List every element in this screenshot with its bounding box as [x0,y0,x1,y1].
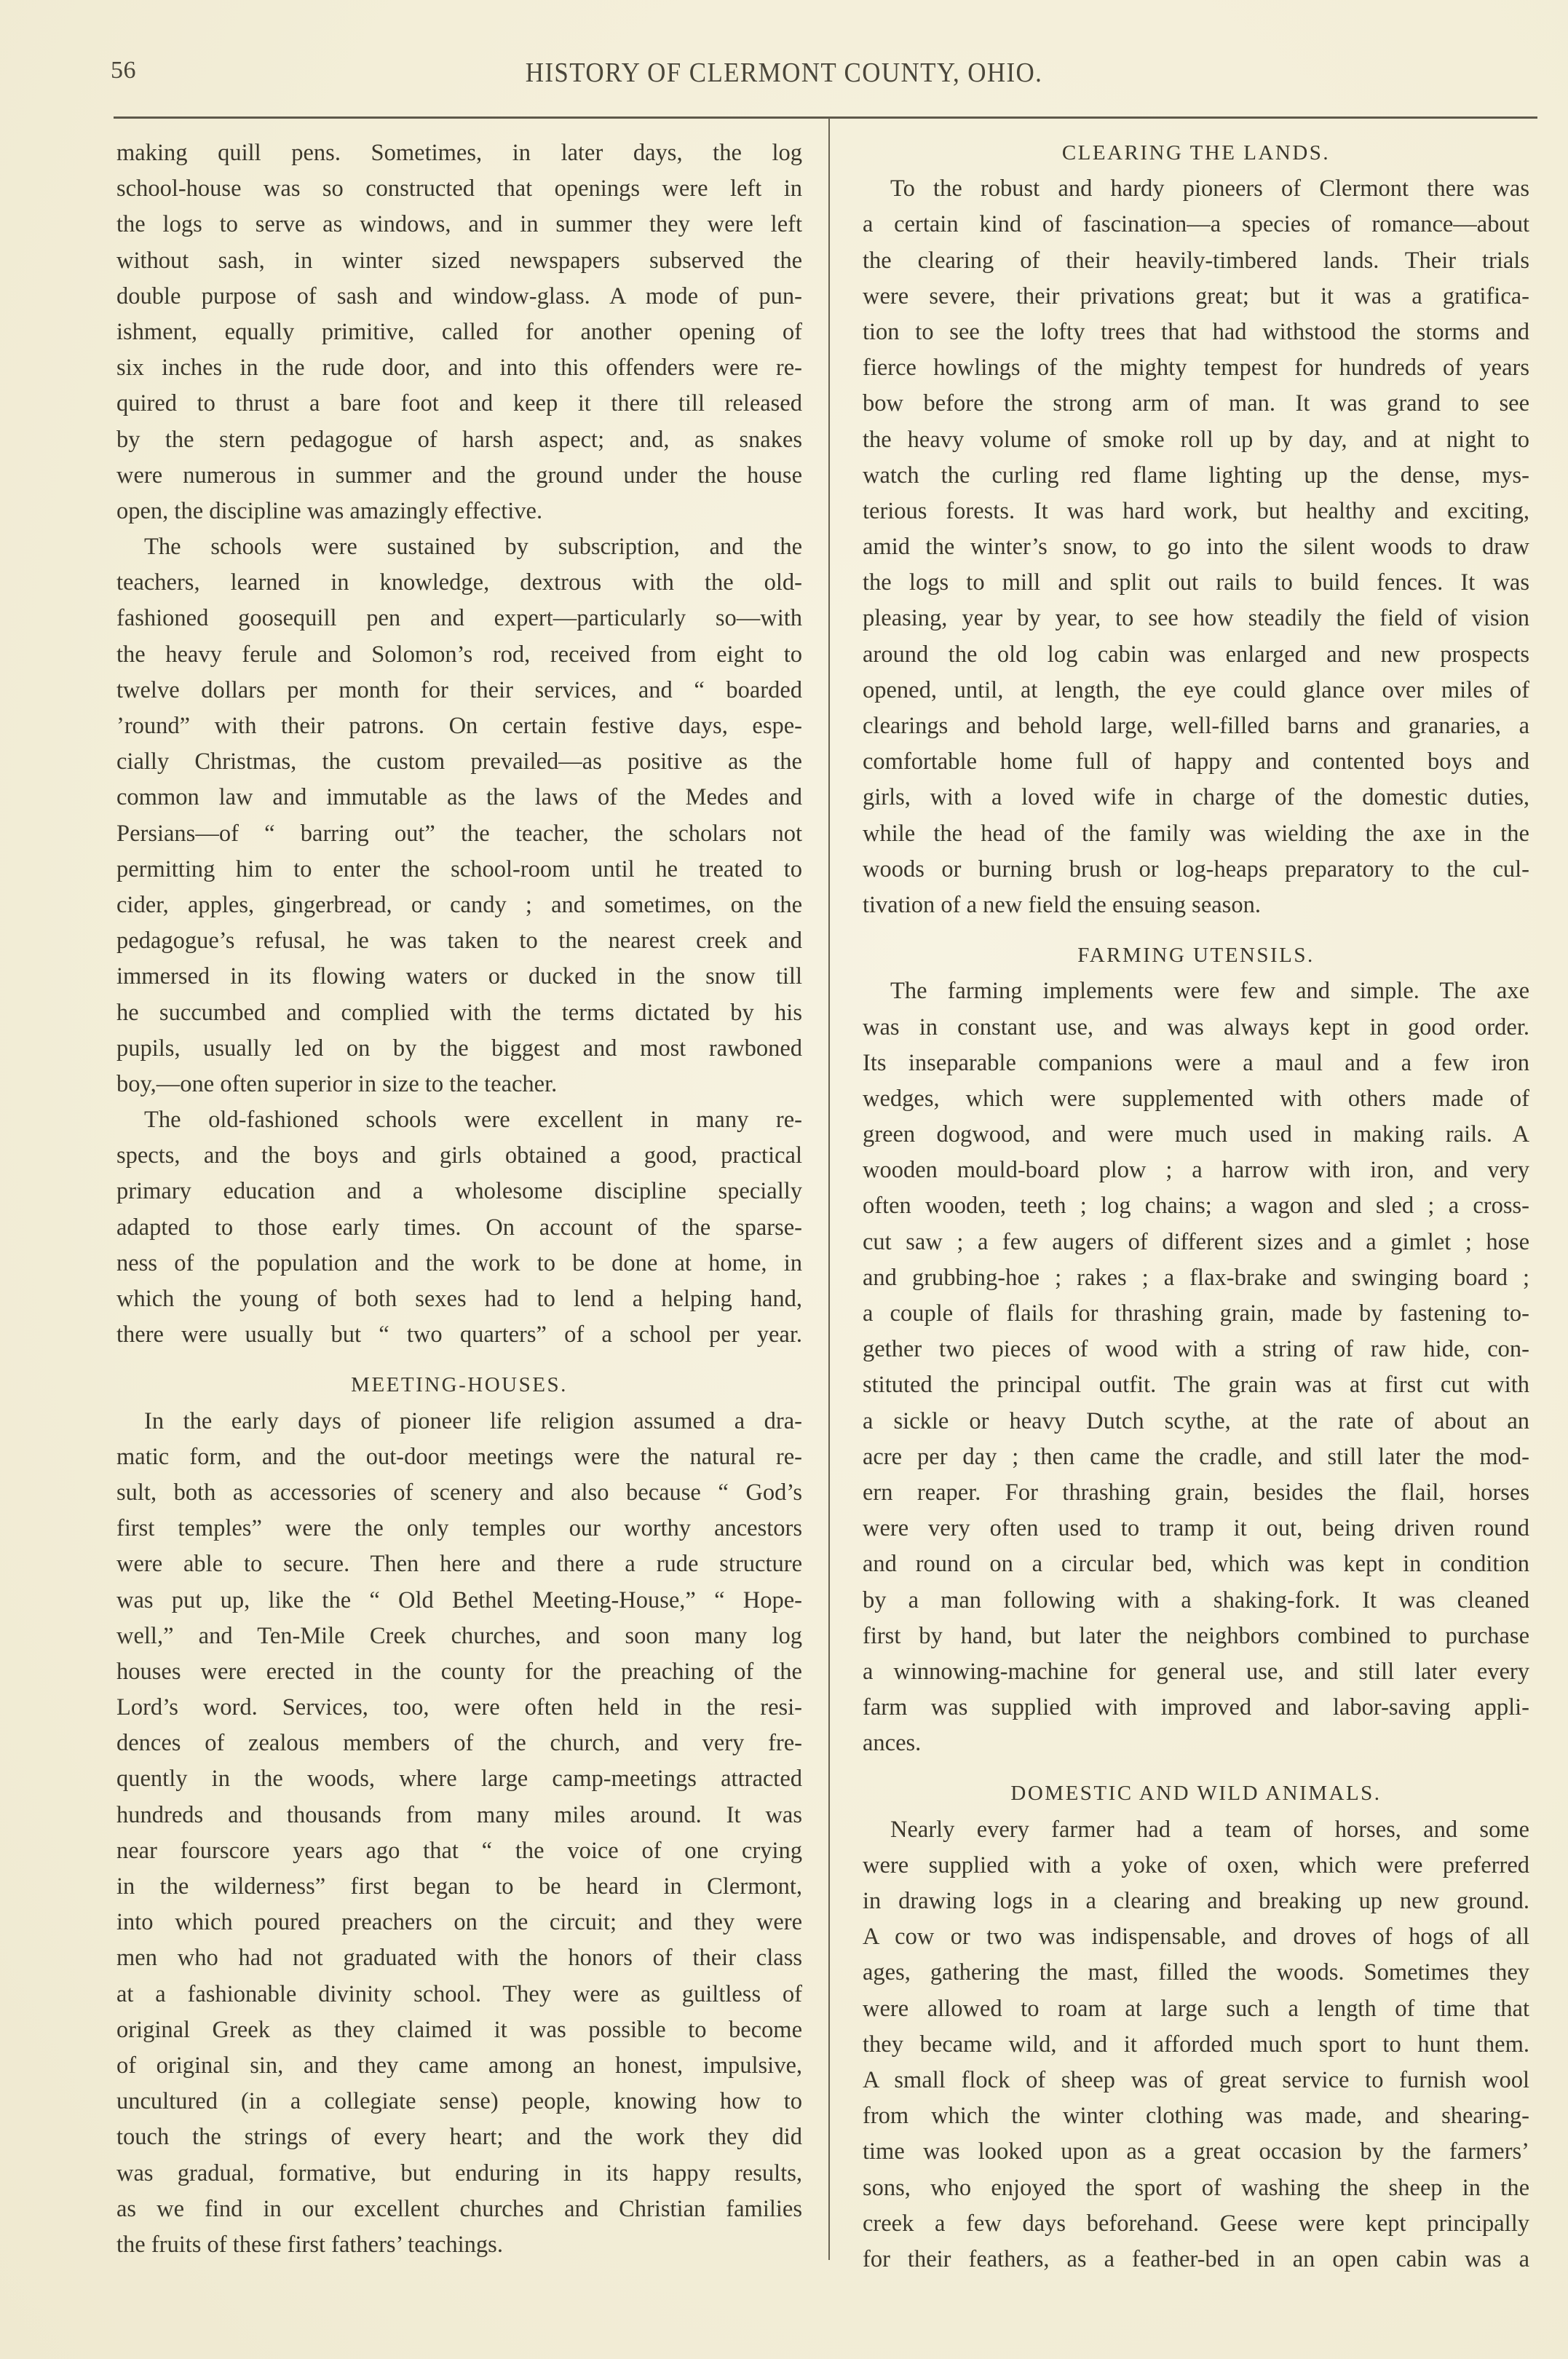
text-line: were supplied with a yoke of oxen, which were preferred [863,1852,1529,1878]
header-rule [114,116,1537,119]
text-line: the heavy ferule and Solomon’s rod, received from eight to [116,641,802,668]
page-number: 56 [111,57,136,84]
text-line: clearings and behold large, well-filled barns and granaries, a [863,713,1529,739]
text-line: ’round” with their patrons. On certain festive days, espe- [116,713,802,739]
text-line: near fourscore years ago that “ the voice of one crying [116,1837,802,1864]
text-line: acre per day ; then came the cradle, and still later the mod- [863,1443,1529,1470]
text-line: were very often used to tramp it out, being driven round [863,1515,1529,1542]
text-line: primary education and a wholesome discipline specially [116,1178,802,1205]
text-line: houses were erected in the county for the preaching of the [116,1658,802,1685]
right-column [863,135,1529,2277]
text-line: adapted to those early times. On account of the sparse- [116,1214,802,1241]
paragraph-first-line: Nearly every farmer had a team of horses, and some [890,1816,1529,1843]
text-line: A cow or two was indispensable, and droves of hogs of all [863,1924,1529,1951]
text-line: pedagogue’s refusal, he was taken to the nearest creek and [116,928,802,955]
text-line: the fruits of these first fathers’ teachings. [116,2231,503,2258]
text-line: Persians—of “ barring out” the teacher, the scholars not [116,820,802,847]
text-line: boy,—one often superior in size to the teacher. [116,1070,558,1097]
text-line: time was looked upon as a great occasion by the farmers’ [863,2138,1529,2165]
text-line: twelve dollars per month for their services, and “ boarded [116,676,802,703]
text-line: well,” and Ten-Mile Creek churches, and soon many log [116,1622,802,1649]
text-line: by the stern pedagogue of harsh aspect; and, as snakes [116,426,802,453]
text-line: they became wild, and it afforded much sport to hunt them. [863,2031,1529,2058]
text-line: tivation of a new field the ensuing season. [863,891,1261,918]
text-line: first temples” were the only temples our worthy ancestors [116,1515,802,1542]
text-line: open, the discipline was amazingly effective. [116,497,543,524]
text-line: as we find in our excellent churches and Christian families [116,2195,802,2222]
text-line: he succumbed and complied with the terms dictated by his [116,999,802,1026]
text-line: gether two pieces of wood with a string of raw hide, con- [863,1336,1529,1363]
text-line: the heavy volume of smoke roll up by day, and at night to [863,426,1529,453]
section-heading: CLEARING THE LANDS. [1061,141,1331,165]
text-line: girls, with a loved wife in charge of the domestic duties, [863,784,1529,811]
text-line: teachers, learned in knowledge, dextrous with the old- [116,569,802,596]
text-line: watch the curling red flame lighting up the dense, mys- [863,462,1529,489]
text-line: Its inseparable companions were a maul and a few iron [863,1049,1529,1076]
text-line: sult, both as accessories of scenery and also because “ God’s [116,1479,802,1506]
text-line: and round on a circular bed, which was kept in condition [863,1551,1529,1578]
text-line: ness of the population and the work to be done at home, in [116,1249,802,1276]
text-line: the logs to mill and split out rails to build fences. It was [863,569,1529,596]
text-line: cut saw ; a few augers of different sizes and a gimlet ; hose [863,1228,1529,1255]
text-line: without sash, in winter sized newspapers subserved the [116,247,802,274]
text-line: in drawing logs in a clearing and breaking up new ground. [863,1888,1529,1914]
text-line: quired to thrust a bare foot and keep it there till released [116,390,802,417]
column-divider [828,118,830,2260]
text-line: comfortable home full of happy and contented boys and [863,748,1529,775]
text-line: for their feathers, as a feather-bed in an open cabin was a [863,2245,1529,2272]
text-line: men who had not graduated with the honors of their class [116,1945,802,1972]
text-line: was in constant use, and was always kept in good order. [863,1013,1529,1040]
text-line: double purpose of sash and window-glass. A mode of pun- [116,282,802,309]
text-line: A small flock of sheep was of great service to furnish wool [863,2066,1529,2093]
text-line: from which the winter clothing was made, and shearing- [863,2103,1529,2130]
text-line: opened, until, at length, the eye could glance over miles of [863,676,1529,703]
text-line: bow before the strong arm of man. It was grand to see [863,390,1529,417]
text-line: common law and immutable as the laws of the Medes and [116,784,802,811]
text-line: ages, gathering the mast, filled the woods. Sometimes they [863,1959,1529,1986]
text-line: spects, and the boys and girls obtained a good, practical [116,1142,802,1169]
text-line: the logs to serve as windows, and in summer they were left [116,211,802,238]
text-line: were severe, their privations great; but it was a gratifica- [863,282,1529,309]
text-line: matic form, and the out-door meetings were the natural re- [116,1443,802,1470]
paragraph-first-line: The schools were sustained by subscription, and the [144,534,802,561]
text-line: pupils, usually led on by the biggest and most rawboned [116,1035,802,1062]
text-line: wooden mould-board plow ; a harrow with iron, and very [863,1157,1529,1184]
text-line: pleasing, year by year, to see how steadily the field of vision [863,605,1529,632]
text-line: often wooden, teeth ; log chains; a wagon and sled ; a cross- [863,1193,1529,1220]
text-line: at a fashionable divinity school. They were as guiltless of [116,1980,802,2007]
text-line: uncultured (in a collegiate sense) people, knowing how to [116,2088,802,2115]
text-line: a sickle or heavy Dutch scythe, at the rate of about an [863,1407,1529,1434]
text-line: while the head of the family was wielding the axe in the [863,820,1529,847]
left-column [116,135,802,2263]
section-heading: MEETING-HOUSES. [351,1373,568,1397]
text-line: permitting him to enter the school-room until he treated to [116,856,802,882]
section-heading: FARMING UTENSILS. [1077,944,1315,968]
text-line: around the old log cabin was enlarged and new prospects [863,641,1529,668]
paragraph-first-line: To the robust and hardy pioneers of Clermont there was [890,175,1529,202]
text-line: quently in the woods, where large camp-meetings attracted [116,1766,802,1793]
text-line: dences of zealous members of the church, and very fre- [116,1730,802,1757]
text-line: a winnowing-machine for general use, and still later every [863,1658,1529,1685]
text-line: stituted the principal outfit. The grain was at first cut with [863,1372,1529,1399]
text-line: ishment, equally primitive, called for another opening of [116,318,802,345]
text-line: cially Christmas, the custom prevailed—as positive as the [116,748,802,775]
text-line: school-house was so constructed that openings were left in [116,175,802,202]
text-line: creek a few days beforehand. Geese were kept principally [863,2210,1529,2237]
text-line: sons, who enjoyed the sport of washing the sheep in the [863,2174,1529,2201]
text-line: terious forests. It was hard work, but healthy and exciting, [863,497,1529,524]
text-line: fierce howlings of the mighty tempest for hundreds of years [863,355,1529,382]
text-line: was put up, like the “ Old Bethel Meeting-House,” “ Hope- [116,1587,802,1613]
text-line: touch the strings of every heart; and the work they did [116,2124,802,2151]
text-line: into which poured preachers on the circuit; and they were [116,1909,802,1936]
text-line: Lord’s word. Services, too, were often held in the resi- [116,1694,802,1721]
text-line: hundreds and thousands from many miles around. It was [116,1801,802,1828]
paragraph-first-line: In the early days of pioneer life religion assumed a dra- [144,1407,802,1434]
text-line: tion to see the lofty trees that had withstood the storms and [863,318,1529,345]
text-line: ern reaper. For thrashing grain, besides the flail, horses [863,1479,1529,1506]
text-line: were allowed to roam at large such a length of time that [863,1995,1529,2022]
text-line: making quill pens. Sometimes, in later days, the log [116,140,802,166]
text-line: were able to secure. Then here and there a rude structure [116,1551,802,1578]
text-line: there were usually but “ two quarters” of a school per year. [116,1321,802,1348]
text-line: first by hand, but later the neighbors combined to purchase [863,1622,1529,1649]
text-line: which the young of both sexes had to lend a helping hand, [116,1286,802,1312]
text-line: green dogwood, and were much used in making rails. A [863,1121,1529,1148]
text-line: was gradual, formative, but enduring in its happy results, [116,2160,802,2186]
running-head: HISTORY OF CLERMONT COUNTY, OHIO. [525,58,1043,88]
text-line: farm was supplied with improved and labor-saving appli- [863,1694,1529,1721]
text-line: the clearing of their heavily-timbered lands. Their trials [863,247,1529,274]
text-line: cider, apples, gingerbread, or candy ; and sometimes, on the [116,891,802,918]
text-line: fashioned goosequill pen and expert—particularly so—with [116,605,802,632]
text-line: of original sin, and they came among an honest, impulsive, [116,2052,802,2079]
text-line: were numerous in summer and the ground under the house [116,462,802,489]
text-line: amid the winter’s snow, to go into the silent woods to draw [863,534,1529,561]
text-line: a couple of flails for thrashing grain, made by fastening to- [863,1300,1529,1327]
text-line: wedges, which were supplemented with others made of [863,1085,1529,1112]
text-line: in the wilderness” first began to be heard in Clermont, [116,1873,802,1900]
text-line: six inches in the rude door, and into this offenders were re- [116,355,802,382]
text-line: a certain kind of fascination—a species of romance—about [863,211,1529,238]
paragraph-first-line: The farming implements were few and simple. The axe [890,978,1529,1005]
text-line: woods or burning brush or log-heaps preparatory to the cul- [863,856,1529,882]
text-line: original Greek as they claimed it was possible to become [116,2016,802,2043]
text-line: immersed in its flowing waters or ducked in the snow till [116,963,802,990]
text-line: by a man following with a shaking-fork. It was cleaned [863,1587,1529,1613]
text-line: ances. [863,1730,922,1757]
text-line: and grubbing-hoe ; rakes ; a flax-brake and swinging board ; [863,1264,1529,1291]
section-heading: DOMESTIC AND WILD ANIMALS. [1010,1782,1382,1806]
paragraph-first-line: The old-fashioned schools were excellent in many re- [144,1107,802,1134]
